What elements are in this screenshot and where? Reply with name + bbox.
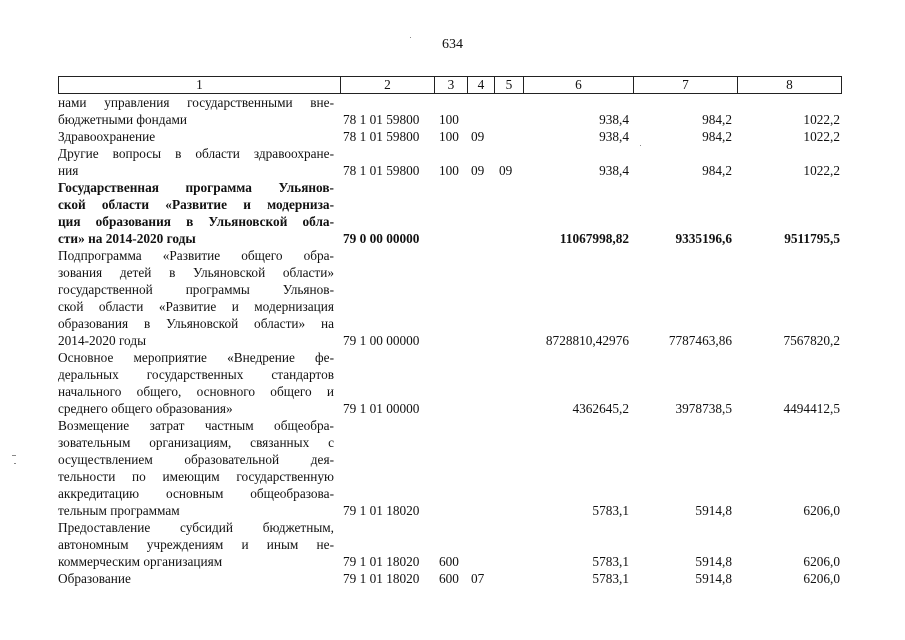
amount-col-6: 938,4 (599, 163, 629, 178)
amount-col-6: 4362645,2 (572, 401, 629, 416)
amount-col-6: 5783,1 (592, 554, 629, 569)
description-line: зования детей в Ульяновской области» (58, 265, 334, 280)
amount-col-7: 984,2 (702, 112, 732, 127)
amount-col-7: 5914,8 (695, 554, 732, 569)
amount-col-8: 1022,2 (803, 163, 840, 178)
description-line: Другие вопросы в области здравоохране- (58, 146, 334, 161)
amount-col-6: 8728810,42976 (545, 333, 629, 348)
scan-speck (14, 463, 16, 464)
amount-col-7: 9335196,6 (675, 231, 732, 246)
description-line: государственной программы Ульянов- (58, 282, 334, 297)
description-line: 2014-2020 годы (58, 333, 147, 348)
expense-type: 600 (439, 571, 459, 586)
row-description (58, 128, 334, 145)
row-description (58, 519, 334, 570)
expense-type: 600 (439, 554, 459, 569)
description-line: тельности по имеющим государственную (58, 469, 334, 484)
description-line: Государственная программа Ульянов- (58, 180, 334, 195)
amount-col-7: 7787463,86 (668, 333, 732, 348)
table-row (58, 349, 842, 417)
header-col-1: 1 (59, 77, 341, 93)
amount-col-8: 1022,2 (803, 112, 840, 127)
expense-type: 100 (439, 163, 459, 178)
description-line: коммерческим организациям (58, 554, 223, 569)
amount-col-8: 7567820,2 (783, 333, 840, 348)
scan-speck (640, 145, 641, 146)
description-line: ской области «Развитие и модерниза- (58, 197, 334, 212)
description-line: ской области «Развитие и модернизация (58, 299, 334, 314)
section: 09 (471, 163, 485, 178)
description-line: аккредитацию основным общеобразова- (58, 486, 334, 501)
budget-code: 79 1 01 18020 (343, 554, 420, 569)
budget-code: 79 1 01 18020 (343, 571, 420, 586)
amount-col-8: 6206,0 (803, 503, 840, 518)
description-line: ния (58, 163, 79, 178)
row-description (58, 179, 334, 247)
header-col-5: 5 (495, 77, 524, 93)
amount-col-7: 5914,8 (695, 503, 732, 518)
row-description (58, 94, 334, 128)
amount-col-8: 6206,0 (803, 571, 840, 586)
description-line: осуществлением образовательной дея- (58, 452, 334, 467)
description-line: образования в Ульяновской области» на (58, 316, 334, 331)
description-line: тельным программам (58, 503, 180, 518)
header-col-4: 4 (468, 77, 495, 93)
amount-col-7: 984,2 (702, 129, 732, 144)
table-row (58, 128, 842, 145)
description-line: Основное мероприятие «Внедрение фе- (58, 350, 334, 365)
description-line: среднего общего образования» (58, 401, 233, 416)
table-row (58, 519, 842, 570)
row-description (58, 417, 334, 519)
table-row (58, 417, 842, 519)
row-description (58, 247, 334, 349)
amount-col-7: 3978738,5 (675, 401, 732, 416)
description-line: ция образования в Ульяновской обла- (58, 214, 334, 229)
table-row (58, 247, 842, 349)
amount-col-8: 4494412,5 (783, 401, 840, 416)
header-col-6: 6 (524, 77, 634, 93)
description-line: начального общего, основного общего и (58, 384, 334, 399)
description-line: Предоставление субсидий бюджетным, (58, 520, 334, 535)
row-description (58, 349, 334, 417)
amount-col-6: 938,4 (599, 112, 629, 127)
amount-col-6: 5783,1 (592, 571, 629, 586)
section: 09 (471, 129, 485, 144)
amount-col-6: 11067998,82 (559, 231, 629, 246)
table-row (58, 179, 842, 247)
budget-code: 79 1 00 00000 (343, 333, 420, 348)
table-body (58, 94, 842, 587)
amount-col-6: 5783,1 (592, 503, 629, 518)
expense-type: 100 (439, 129, 459, 144)
amount-col-8: 6206,0 (803, 554, 840, 569)
budget-code: 79 1 01 00000 (343, 401, 420, 416)
header-col-2: 2 (341, 77, 435, 93)
scan-speck (410, 37, 411, 38)
amount-col-7: 5914,8 (695, 571, 732, 586)
budget-code: 78 1 01 59800 (343, 112, 420, 127)
description-line: бюджетными фондами (58, 112, 187, 127)
description-line: нами управления государственными вне- (58, 95, 334, 110)
header-col-8: 8 (786, 77, 793, 92)
row-description (58, 570, 334, 587)
budget-code: 78 1 01 59800 (343, 163, 420, 178)
amount-col-8: 1022,2 (803, 129, 840, 144)
description-line: Подпрограмма «Развитие общего обра- (58, 248, 334, 263)
header-col-7: 7 (634, 77, 738, 93)
description-line: деральных государственных стандартов (58, 367, 334, 382)
description-line: автономным учреждениям и иным не- (58, 537, 334, 552)
table-row (58, 570, 842, 587)
budget-code: 79 0 00 00000 (343, 231, 420, 246)
description-line: сти» на 2014-2020 годы (58, 231, 196, 246)
table-row (58, 145, 842, 179)
section: 07 (471, 571, 485, 586)
description-line: Возмещение затрат частным общеобра- (58, 418, 334, 433)
row-description (58, 145, 334, 179)
table-row (58, 94, 842, 128)
amount-col-6: 938,4 (599, 129, 629, 144)
expense-type: 100 (439, 112, 459, 127)
amount-col-8: 9511795,5 (784, 231, 840, 246)
scan-speck (12, 455, 16, 456)
table-header (58, 76, 842, 94)
description-line: Образование (58, 571, 131, 586)
budget-code: 79 1 01 18020 (343, 503, 420, 518)
budget-code: 78 1 01 59800 (343, 129, 420, 144)
description-line: Здравоохранение (58, 129, 156, 144)
header-col-3: 3 (435, 77, 468, 93)
description-line: зовательным организациям, связанных с (58, 435, 334, 450)
page-number: 634 (442, 37, 463, 52)
subsection: 09 (499, 163, 513, 178)
amount-col-7: 984,2 (702, 163, 732, 178)
